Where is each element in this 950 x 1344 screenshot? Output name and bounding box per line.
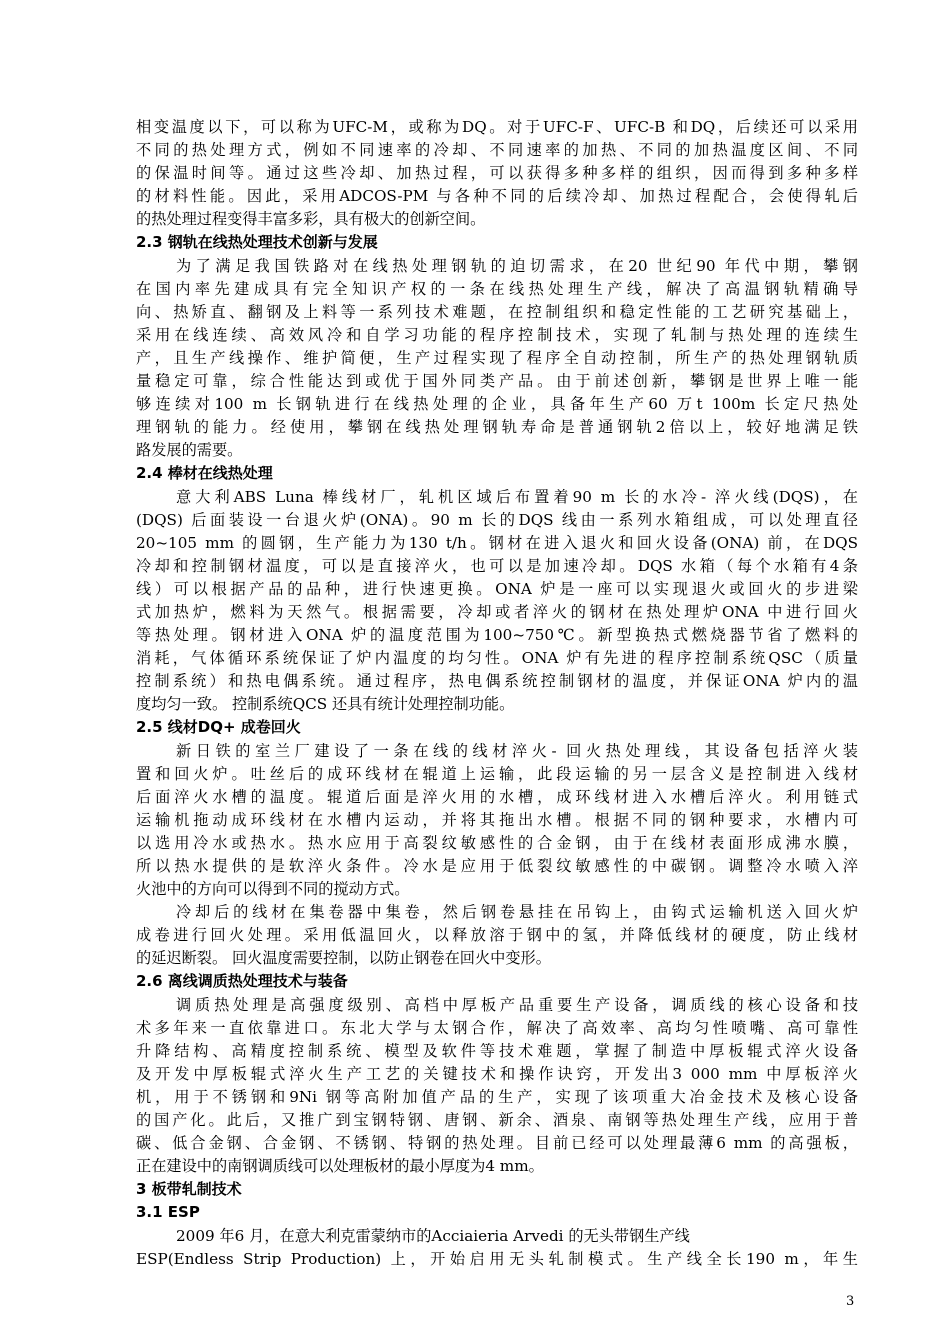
section-heading: 2.6 离线调质热处理技术与装备 (136, 972, 348, 991)
body-text-line: 20~105 mm 的圆钢，生产能力为130 t/h。钢材在进入退火和回火设备(ONA) 前，在DQS (136, 533, 858, 552)
body-text-line: 新日铁的室兰厂建设了一条在线的线材淬火- 回火热处理线，其设备包括淬火装 (176, 741, 858, 760)
body-text-line: 术多年来一直依靠进口。东北大学与太钢合作，解决了高效率、高均匀性喷嘴、高可靠性 (136, 1018, 858, 1037)
body-text-line: 够连续对100 m 长钢轨进行在线热处理的企业，具备年生产60 万t 100m 长定尺热处 (136, 395, 858, 414)
body-text-line: 向、热矫直、翻钢及上料等一系列技术难题，在控制组织和稳定性能的工艺研究基础上， (136, 302, 858, 321)
body-text-line: 以选用冷水或热水。热水应用于高裂纹敏感性的合金钢，由于在线材表面形成沸水膜， (136, 833, 858, 852)
section-heading: 3.1 ESP (136, 1203, 200, 1222)
body-text-line: 的材料性能。因此，采用ADCOS-PM 与各种不同的后续冷却、加热过程配合，会使得轧后 (136, 187, 858, 206)
body-text-line: 后面淬火水槽的温度。辊道后面是淬火用的水槽，成环线材进入水槽后淬火。利用链式 (136, 787, 858, 806)
body-text-line: 的热处理过程变得丰富多彩，具有极大的创新空间。 (136, 210, 486, 229)
body-text-line: 度均匀一致。 控制系统QCS 还具有统计处理控制功能。 (136, 695, 515, 714)
body-text-line: 运输机拖动成环线材在水槽内运动，并将其拖出水槽。根据不同的钢种要求，水槽内可 (136, 810, 858, 829)
body-text-line: 冷却和控制钢材温度，可以是直接淬火，也可以是加速冷却。DQS 水箱（每个水箱有4条 (136, 556, 858, 575)
body-text-line: 消耗，气体循环系统保证了炉内温度的均匀性。ONA 炉有先进的程序控制系统QSC（质量 (136, 649, 858, 668)
section-heading: 3 板带轧制技术 (136, 1180, 242, 1199)
body-text-line: 等热处理。钢材进入ONA 炉的温度范围为100~750℃。新型换热式燃烧器节省了燃料的 (136, 626, 858, 645)
body-text-line: 路发展的需要。 (136, 441, 243, 460)
body-text-line: 碳、低合金钢、合金钢、不锈钢、特钢的热处理。目前已经可以处理最薄6 mm 的高强板， (136, 1134, 858, 1153)
body-text-line: 冷却后的线材在集卷器中集卷，然后钢卷悬挂在吊钩上，由钩式运输机送入回火炉 (176, 903, 858, 922)
body-text-line: 调质热处理是高强度级别、高档中厚板产品重要生产设备，调质线的核心设备和技 (176, 995, 858, 1014)
section-heading: 2.3 钢轨在线热处理技术创新与发展 (136, 233, 378, 252)
body-text-line: 意大利ABS Luna 棒线材厂，轧机区域后布置着90 m 长的水冷- 淬火线(DQS)，在 (176, 487, 858, 506)
body-text-line: 产，且生产线操作、维护简便，生产过程实现了程序全自动控制，所生产的热处理钢轨质 (136, 348, 858, 367)
document-body (136, 116, 858, 1271)
body-text-line: 理钢轨的能力。经使用，攀钢在线热处理钢轨寿命是普通钢轨2倍以上，较好地满足铁 (136, 418, 858, 437)
body-text-line: 火池中的方向可以得到不同的搅动方式。 (136, 880, 410, 899)
body-text-line: 不同的热处理方式，例如不同速率的冷却、不同速率的加热、不同的加热温度区间、不同 (136, 141, 858, 160)
section-heading: 2.4 棒材在线热处理 (136, 464, 273, 483)
body-text-line: 正在建设中的南钢调质线可以处理板材的最小厚度为4 mm。 (136, 1157, 544, 1176)
body-text-line: 2009 年6 月，在意大利克雷蒙纳市的Acciaieria Arvedi 的无头带钢生产线 (176, 1226, 690, 1245)
body-text-line: 量稳定可靠，综合性能达到或优于国外同类产品。由于前述创新，攀钢是世界上唯一能 (136, 372, 858, 391)
body-text-line: 相变温度以下，可以称为UFC-M，或称为DQ。对于UFC-F、UFC-B 和DQ，后续还可以采用 (136, 118, 858, 136)
body-text-line: 控制系统）和热电偶系统。通过程序，热电偶系统控制钢材的温度，并保证ONA 炉内的温 (136, 672, 858, 691)
body-text-line: 的延迟断裂。 回火温度需要控制，以防止钢卷在回火中变形。 (136, 949, 551, 968)
body-text-line: 采用在线连续、高效风冷和自学习功能的程序控制技术，实现了轧制与热处理的连续生 (136, 325, 858, 344)
body-text-line: 式加热炉，燃料为天然气。根据需要，冷却或者淬火的钢材在热处理炉ONA 中进行回火 (136, 602, 858, 621)
body-text-line: 成卷进行回火处理。采用低温回火，以释放溶于钢中的氢，并降低线材的硬度，防止线材 (136, 926, 858, 945)
body-text-line: 置和回火炉。吐丝后的成环线材在辊道上运输，此段运输的另一层含义是控制进入线材 (136, 764, 858, 783)
body-text-line: 的保温时间等。通过这些冷却、加热过程，可以获得多种多样的组织，因而得到多种多样 (136, 164, 858, 183)
body-text-line: 机，用于不锈钢和9Ni 钢等高附加值产品的生产，实现了该项重大冶金技术及核心设备 (136, 1087, 858, 1106)
body-text-line: 升降结构、高精度控制系统、模型及软件等技术难题，掌握了制造中厚板辊式淬火设备 (136, 1041, 858, 1060)
body-text-line: (DQS) 后面装设一台退火炉(ONA)。90 m 长的DQS 线由一系列水箱组成，可以处理直径 (136, 510, 858, 529)
body-text-line: 及开发中厚板辊式淬火生产工艺的关键技术和操作诀窍，开发出3 000 mm 中厚板淬火 (136, 1064, 858, 1083)
section-heading: 2.5 线材DQ+ 成卷回火 (136, 718, 301, 737)
body-text-line: ESP(Endless Strip Production) 上，开始启用无头轧制模式。生产线全长190 m，年生 (136, 1249, 858, 1268)
body-text-line: 线）可以根据产品的品种，进行快速更换。ONA 炉是一座可以实现退火或回火的步进梁 (136, 579, 858, 598)
body-text-line: 为了满足我国铁路对在线热处理钢轨的迫切需求，在20 世纪90 年代中期，攀钢 (176, 256, 858, 275)
page-number: 3 (846, 1294, 855, 1309)
body-text-line: 的国产化。此后，又推广到宝钢特钢、唐钢、新余、酒泉、南钢等热处理生产线，应用于普 (136, 1111, 858, 1130)
body-text-line: 在国内率先建成具有完全知识产权的一条在线热处理生产线，解决了高温钢轨精确导 (136, 279, 858, 298)
body-text-line: 所以热水提供的是软淬火条件。冷水是应用于低裂纹敏感性的中碳钢。调整冷水喷入淬 (136, 857, 858, 875)
